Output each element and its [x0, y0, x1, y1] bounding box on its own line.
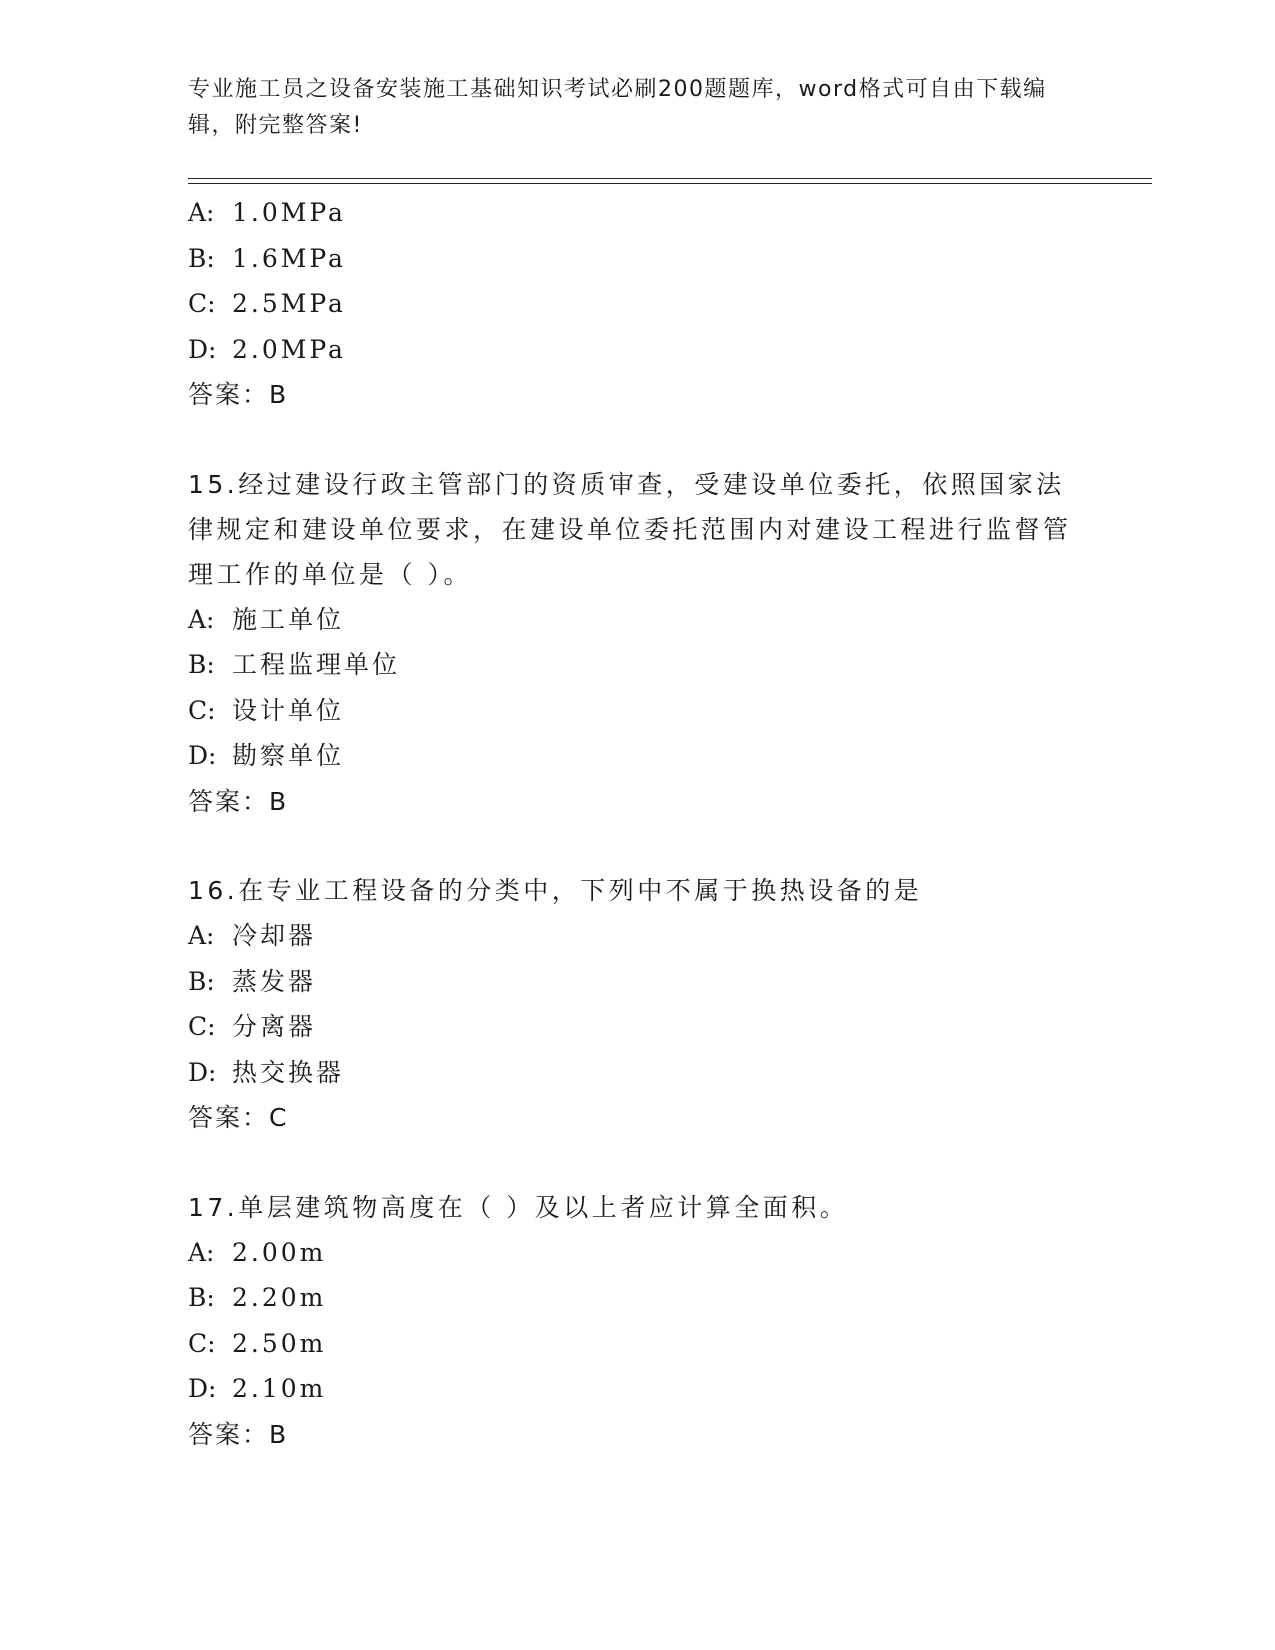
option-c: C: 分离器 — [188, 1012, 317, 1041]
question-text: 15.经过建设行政主管部门的资质审查，受建设单位委托，依照国家法律规定和建设单位要求，在建设单位委托范围内对建设工程进行监督管理工作的单位是（ ）。 — [188, 469, 1072, 589]
answer-line: 答案：B — [188, 786, 289, 816]
header-divider-bottom — [188, 183, 1152, 184]
document-header: 专业施工员之设备安装施工基础知识考试必刷200题题库，word格式可自由下载编辑，附完整答案! — [188, 77, 1047, 138]
option-d: D: 2.10m — [188, 1374, 327, 1403]
option-b: B: 1.6MPa — [188, 243, 346, 273]
answer-line: 答案：C — [188, 1103, 289, 1132]
option-d: D: 勘察单位 — [188, 741, 345, 770]
option-c: C: 2.50m — [188, 1328, 327, 1358]
question-block-14 — [188, 190, 1088, 418]
option-c: C: 2.5MPa — [188, 289, 346, 318]
question-block-16 — [188, 868, 1088, 1141]
option-b: B: 工程监理单位 — [188, 650, 401, 679]
question-text: 17.单层建筑物高度在（ ）及以上者应计算全面积。 — [188, 1192, 849, 1222]
question-text: 16.在专业工程设备的分类中，下列中不属于换热设备的是 — [188, 876, 923, 905]
option-a: A: 冷却器 — [188, 921, 317, 950]
option-b: B: 蒸发器 — [188, 966, 317, 996]
option-d: D: 热交换器 — [188, 1057, 345, 1087]
option-d: D: 2.0MPa — [188, 334, 346, 364]
option-a: A: 1.0MPa — [188, 198, 346, 227]
option-b: B: 2.20m — [188, 1283, 327, 1312]
question-block-17 — [188, 1185, 1088, 1458]
option-a: A: 施工单位 — [188, 604, 345, 634]
header-divider-top — [188, 178, 1152, 179]
question-block-15 — [188, 462, 1088, 825]
option-c: C: 设计单位 — [188, 695, 345, 725]
question-list — [188, 190, 1088, 1457]
answer-line: 答案：B — [188, 1419, 289, 1449]
option-a: A: 2.00m — [188, 1237, 327, 1267]
answer-line: 答案：B — [188, 380, 289, 409]
